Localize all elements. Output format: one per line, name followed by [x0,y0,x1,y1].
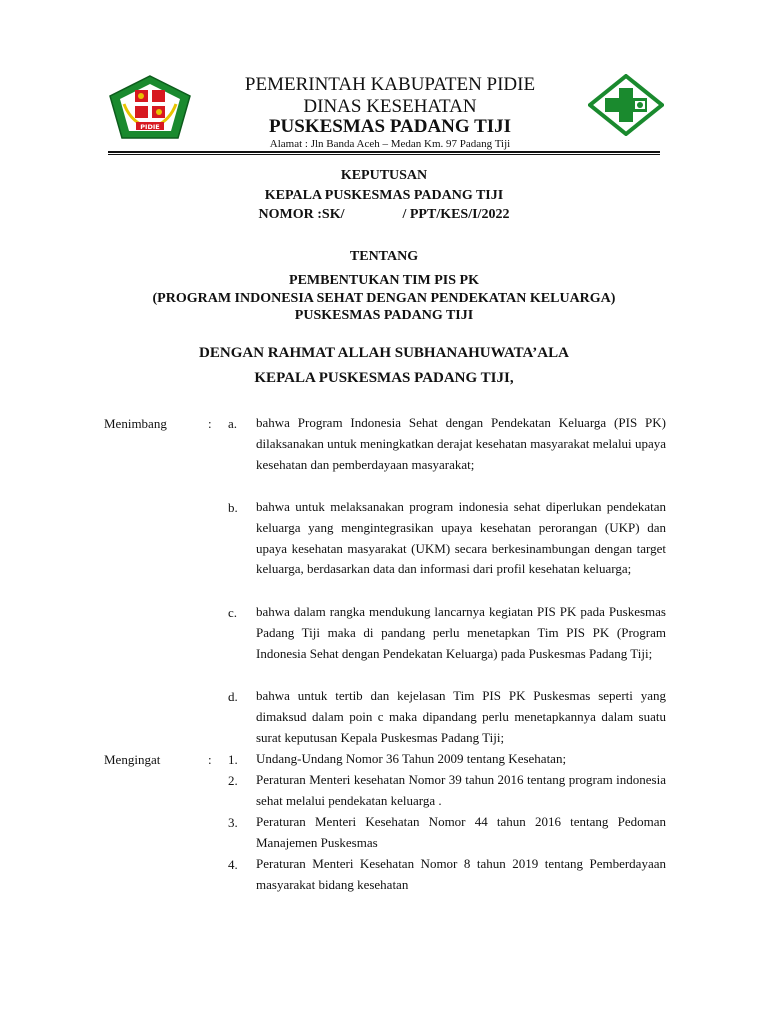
mengingat-marker-4: 4. [228,857,238,872]
mengingat-label: Mengingat [104,752,161,767]
menimbang-marker-a: a. [228,416,238,431]
letterhead-address: Alamat : Jln Banda Aceh – Medan Km. 97 Padang Tiji [269,138,511,150]
menimbang-marker-d: d. [228,689,238,704]
letterhead-institution: PUSKESMAS PADANG TIJI [268,116,512,137]
mengingat-marker-2: 2. [228,773,238,788]
decree-type: KEPUTUSAN [340,168,428,183]
decree-number [60,206,708,223]
mengingat-marker-3: 3. [228,815,238,830]
menimbang-colon: : [208,416,212,431]
menimbang-marker-b: b. [228,500,238,515]
menimbang-marker-c: c. [228,605,238,620]
menimbang-item-b: bahwa untuk melaksanakan program indonesia sehat diperlukan pendekatan keluarga yang mengintegrasikan upaya kesehatan perorangan (UKP) dan upaya kesehatan masyarakat (UKM) secara berkesinambungan dengan target keluarga, berdasarkan data dan informasi dari profil kesehatan keluarga; [256,499,666,577]
decree-subject-line-2: (PROGRAM INDONESIA SEHAT DENGAN PENDEKATAN KELUARGA) [152,291,616,306]
letterhead-department: DINAS KESEHATAN [303,96,477,117]
mengingat-item-3: Peraturan Menteri Kesehatan Nomor 44 tahun 2016 tentang Pedoman Manajemen Puskesmas [256,814,666,850]
menimbang-label: Menimbang [104,416,167,431]
letterhead-divider-thick [108,151,660,153]
invocation-line: DENGAN RAHMAT ALLAH SUBHANAHUWATA’ALA [199,345,569,361]
decree-number-suffix: / PPT/KES/I/2022 [402,207,510,222]
mengingat-item-4: Peraturan Menteri Kesehatan Nomor 8 tahun 2019 tentang Pemberdayaan masyarakat bidang kesehatan [256,856,666,892]
menimbang-item-c: bahwa dalam rangka mendukung lancarnya kegiatan PIS PK pada Puskesmas Padang Tiji maka di pandang perlu menetapkan Tim PIS PK (Program Indonesia Sehat dengan Pendekatan Keluarga) pada Puskesmas Padang Tiji; [256,604,666,661]
mengingat-marker-1: 1. [228,752,238,767]
decree-about-heading: TENTANG [349,249,419,264]
menimbang-item-a: bahwa Program Indonesia Sehat dengan Pendekatan Keluarga (PIS PK) dilaksanakan untuk meningkatkan derajat kesehatan masyarakat melalui upaya kesehatan dan pemberdayaan masyarakat; [256,415,666,472]
letterhead-divider-thin [108,154,660,155]
decree-number-prefix: NOMOR :SK/ [258,207,345,222]
decree-subject-line-3: PUSKESMAS PADANG TIJI [294,308,474,323]
mengingat-item-1: Undang-Undang Nomor 36 Tahun 2009 tentang Kesehatan; [256,751,567,766]
letterhead-government: PEMERINTAH KABUPATEN PIDIE [244,74,536,95]
emblem-banner-text: PIDIE [140,123,160,131]
decree-issuer: KEPALA PUSKESMAS PADANG TIJI [264,188,504,203]
pidie-emblem-logo [108,74,192,140]
mengingat-item-2: Peraturan Menteri kesehatan Nomor 39 tahun 2016 tentang program indonesia sehat melalui pendekatan keluarga . [256,772,666,808]
decree-subject-line-1: PEMBENTUKAN TIM PIS PK [289,273,479,288]
menimbang-item-d: bahwa untuk tertib dan kejelasan Tim PIS PK Puskesmas seperti yang dimaksud dalam poin c maka dipandang perlu menetapkannya dalam suatu surat keputusan Kepala Puskesmas Padang Tiji; [256,688,666,745]
issuer-line: KEPALA PUSKESMAS PADANG TIJI, [254,370,514,386]
puskesmas-logo [588,74,664,136]
mengingat-colon: : [208,752,212,767]
